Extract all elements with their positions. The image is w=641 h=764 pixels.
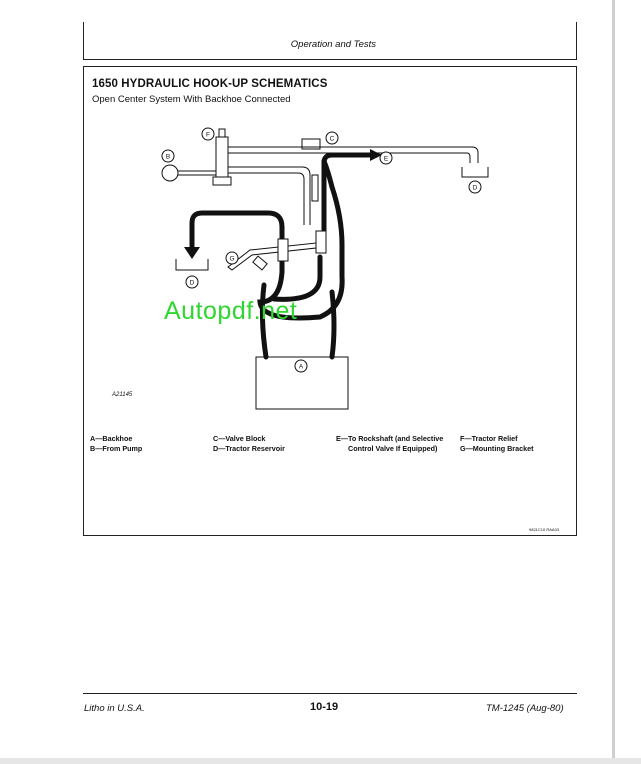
reservoir-left xyxy=(176,259,208,270)
pump-connection-circle xyxy=(162,165,178,181)
legend-item: Control Valve If Equipped) xyxy=(348,443,438,453)
mounting-bracket xyxy=(228,243,316,270)
legend-col-3 xyxy=(336,434,443,453)
callout-e: E xyxy=(383,155,389,163)
arrow-to-reservoir xyxy=(184,247,200,259)
page-edge xyxy=(612,0,615,764)
legend-item: E—To Rockshaft (and Selective xyxy=(336,434,444,443)
figure-panel xyxy=(83,66,577,536)
legend-item: A—Backhoe xyxy=(90,434,133,443)
page-bottom-edge xyxy=(0,758,641,764)
legend-col-4 xyxy=(460,434,533,453)
page-number: 10-19 xyxy=(310,701,339,713)
fitting-right xyxy=(316,231,326,253)
legend-item: G—Mounting Bracket xyxy=(460,443,534,453)
fitting-upper xyxy=(312,175,318,201)
legend-item: D—Tractor Reservoir xyxy=(213,443,285,453)
reservoir-right xyxy=(462,167,488,177)
fitting-bracket xyxy=(253,256,267,270)
section-header: Operation and Tests xyxy=(290,39,376,50)
hydraulic-schematic xyxy=(84,67,576,535)
figure-title: 1650 HYDRAULIC HOOK-UP SCHEMATICS xyxy=(92,78,328,90)
callout-b: B xyxy=(165,153,171,161)
callout-c: C xyxy=(329,135,335,143)
callout-d-right: D xyxy=(472,184,478,192)
callout-d-left: D xyxy=(189,279,195,287)
footer-rule xyxy=(83,693,577,694)
legend-col-1 xyxy=(90,434,142,453)
callout-g: G xyxy=(229,255,235,263)
callout-f: F xyxy=(206,131,210,139)
legend-item: C—Valve Block xyxy=(213,434,266,443)
figure-subtitle: Open Center System With Backhoe Connected xyxy=(92,94,291,105)
header-box xyxy=(83,22,577,60)
reference-code: 9821C10 RAA03 xyxy=(529,527,560,532)
figure-id: A21145 xyxy=(112,392,133,398)
callout-a: A xyxy=(298,363,304,371)
document-number: TM-1245 (Aug-80) xyxy=(486,703,564,714)
legend-col-2 xyxy=(213,434,285,453)
footer-litho: Litho in U.S.A. xyxy=(84,703,145,714)
legend-item: F—Tractor Relief xyxy=(460,434,518,443)
fitting-left xyxy=(278,239,288,261)
watermark: Autopdf.net xyxy=(164,297,298,325)
legend-item: B—From Pump xyxy=(90,443,143,453)
